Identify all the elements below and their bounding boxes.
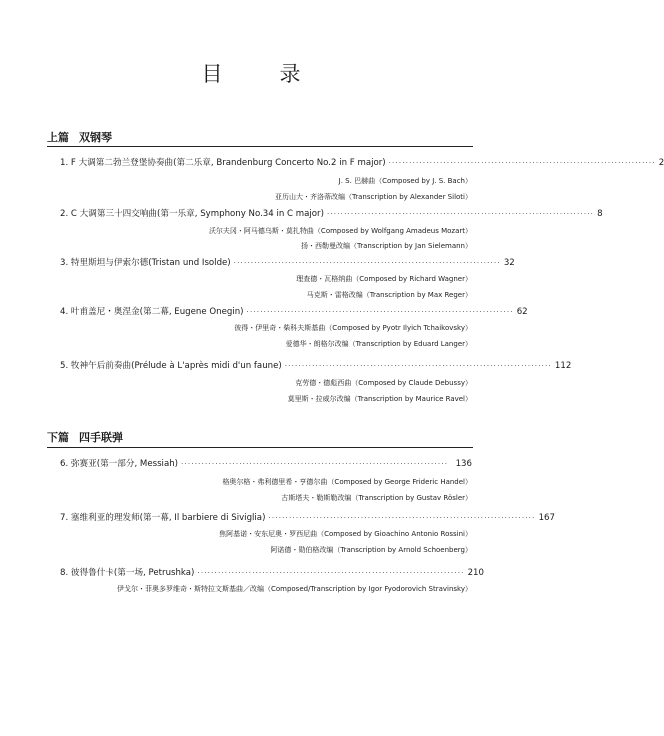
entry-title: 2. C 大调第三十四交响曲(第一乐章, Symphony No.34 in C major) (60, 209, 324, 219)
transcriber-credit: 扬・西勒曼改编（Transcription by Jan Sielemann） (300, 242, 472, 250)
toc-entry-6[interactable] (60, 457, 472, 469)
entry-page: 210 (467, 568, 484, 578)
section-label: 上篇 (47, 131, 69, 144)
entry-page: 136 (455, 459, 472, 469)
leader-dots: ·············································································· (284, 362, 552, 370)
leader-dots: ·············································································· (388, 159, 656, 167)
leader-dots: ·············································································· (181, 460, 449, 468)
toc-entry-5[interactable] (60, 359, 572, 371)
composer-credit: 理查德・瓦格纳曲（Composed by Richard Wagner） (296, 275, 472, 283)
leader-dots: ·············································································· (246, 308, 514, 316)
entry-title: 4. 叶甫盖尼・奥涅金(第二幕, Eugene Onegin) (60, 307, 244, 317)
leader-dots: ·············································································· (326, 210, 595, 218)
entry-page: 112 (554, 361, 572, 371)
toc-entry-2[interactable] (60, 207, 603, 219)
toc-entry-3[interactable] (60, 256, 515, 268)
section-label: 下篇 (47, 431, 69, 444)
section-heading-four-hands (47, 429, 133, 445)
composer-transcriber-credit: 伊戈尔・菲奥多罗维奇・斯特拉文斯基曲／改编（Composed/Transcription by Igor Fyodorovich Stravinsky） (116, 585, 472, 593)
toc-entry-7[interactable] (60, 511, 555, 523)
section-rule (47, 146, 473, 147)
transcriber-credit: 阿诺德・勋伯格改编（Transcription by Arnold Schoenberg） (270, 546, 472, 554)
composer-credit: 克劳德・德彪西曲（Composed by Claude Debussy） (295, 379, 472, 387)
section-name: 双钢琴 (79, 131, 112, 144)
entry-page: 8 (597, 209, 603, 219)
entry-page: 167 (538, 513, 555, 523)
leader-dots: ·············································································· (268, 514, 536, 522)
entry-title: 5. 牧神午后前奏曲(Prélude à L'après midi d'un faune) (60, 361, 282, 371)
toc-entry-1[interactable] (60, 156, 664, 168)
page-title: 目 录 (201, 62, 319, 86)
entry-title: 6. 弥赛亚(第一部分, Messiah) (60, 459, 179, 469)
composer-credit: J. S. 巴赫曲（Composed by J. S. Bach） (338, 177, 472, 185)
leader-dots: ·············································································· (233, 259, 501, 267)
composer-credit: 彼得・伊里奇・柴科夫斯基曲（Composed by Pyotr Ilyich Tchaikovsky） (234, 324, 472, 332)
entry-page: 32 (503, 258, 515, 268)
transcriber-credit: 古斯塔夫・勒斯勒改编（Transcription by Gustav Rösler） (281, 494, 472, 502)
entry-page: 2 (658, 158, 664, 168)
composer-credit: 格奥尔格・弗利德里希・亨德尔曲（Composed by George Frideric Handel） (222, 478, 472, 486)
entry-title: 1. F 大调第二勃兰登堡协奏曲(第二乐章, Brandenburg Concerto No.2 in F major) (60, 158, 386, 168)
entry-title: 8. 彼得鲁什卡(第一场, Petrushka) (60, 568, 195, 578)
composer-credit: 焦阿基诺・安东尼奥・罗西尼曲（Composed by Gioachino Antonio Rossini） (219, 530, 472, 538)
transcriber-credit: 马克斯・雷格改编（Transcription by Max Reger） (306, 291, 472, 299)
composer-credit: 沃尔夫冈・阿马德乌斯・莫扎特曲（Composed by Wolfgang Amadeus Mozart） (208, 227, 472, 235)
section-name: 四手联弹 (79, 431, 123, 444)
transcriber-credit: 莫里斯・拉威尔改编（Transcription by Maurice Ravel） (287, 395, 472, 403)
leader-dots: ·············································································· (197, 569, 465, 577)
entry-title: 7. 塞维利亚的理发师(第一幕, Il barbiere di Siviglia) (60, 513, 266, 523)
toc-entry-4[interactable] (60, 305, 528, 317)
transcriber-credit: 亚历山大・齐洛蒂改编（Transcription by Alexander Siloti） (274, 193, 472, 201)
entry-title: 3. 特里斯坦与伊索尔德(Tristan und Isolde) (60, 258, 231, 268)
entry-page: 62 (516, 307, 528, 317)
transcriber-credit: 爱德华・朗格尔改编（Transcription by Eduard Langer） (285, 340, 472, 348)
section-rule (47, 447, 473, 448)
toc-entry-8[interactable] (60, 566, 484, 578)
section-heading-duo-piano (47, 129, 122, 145)
